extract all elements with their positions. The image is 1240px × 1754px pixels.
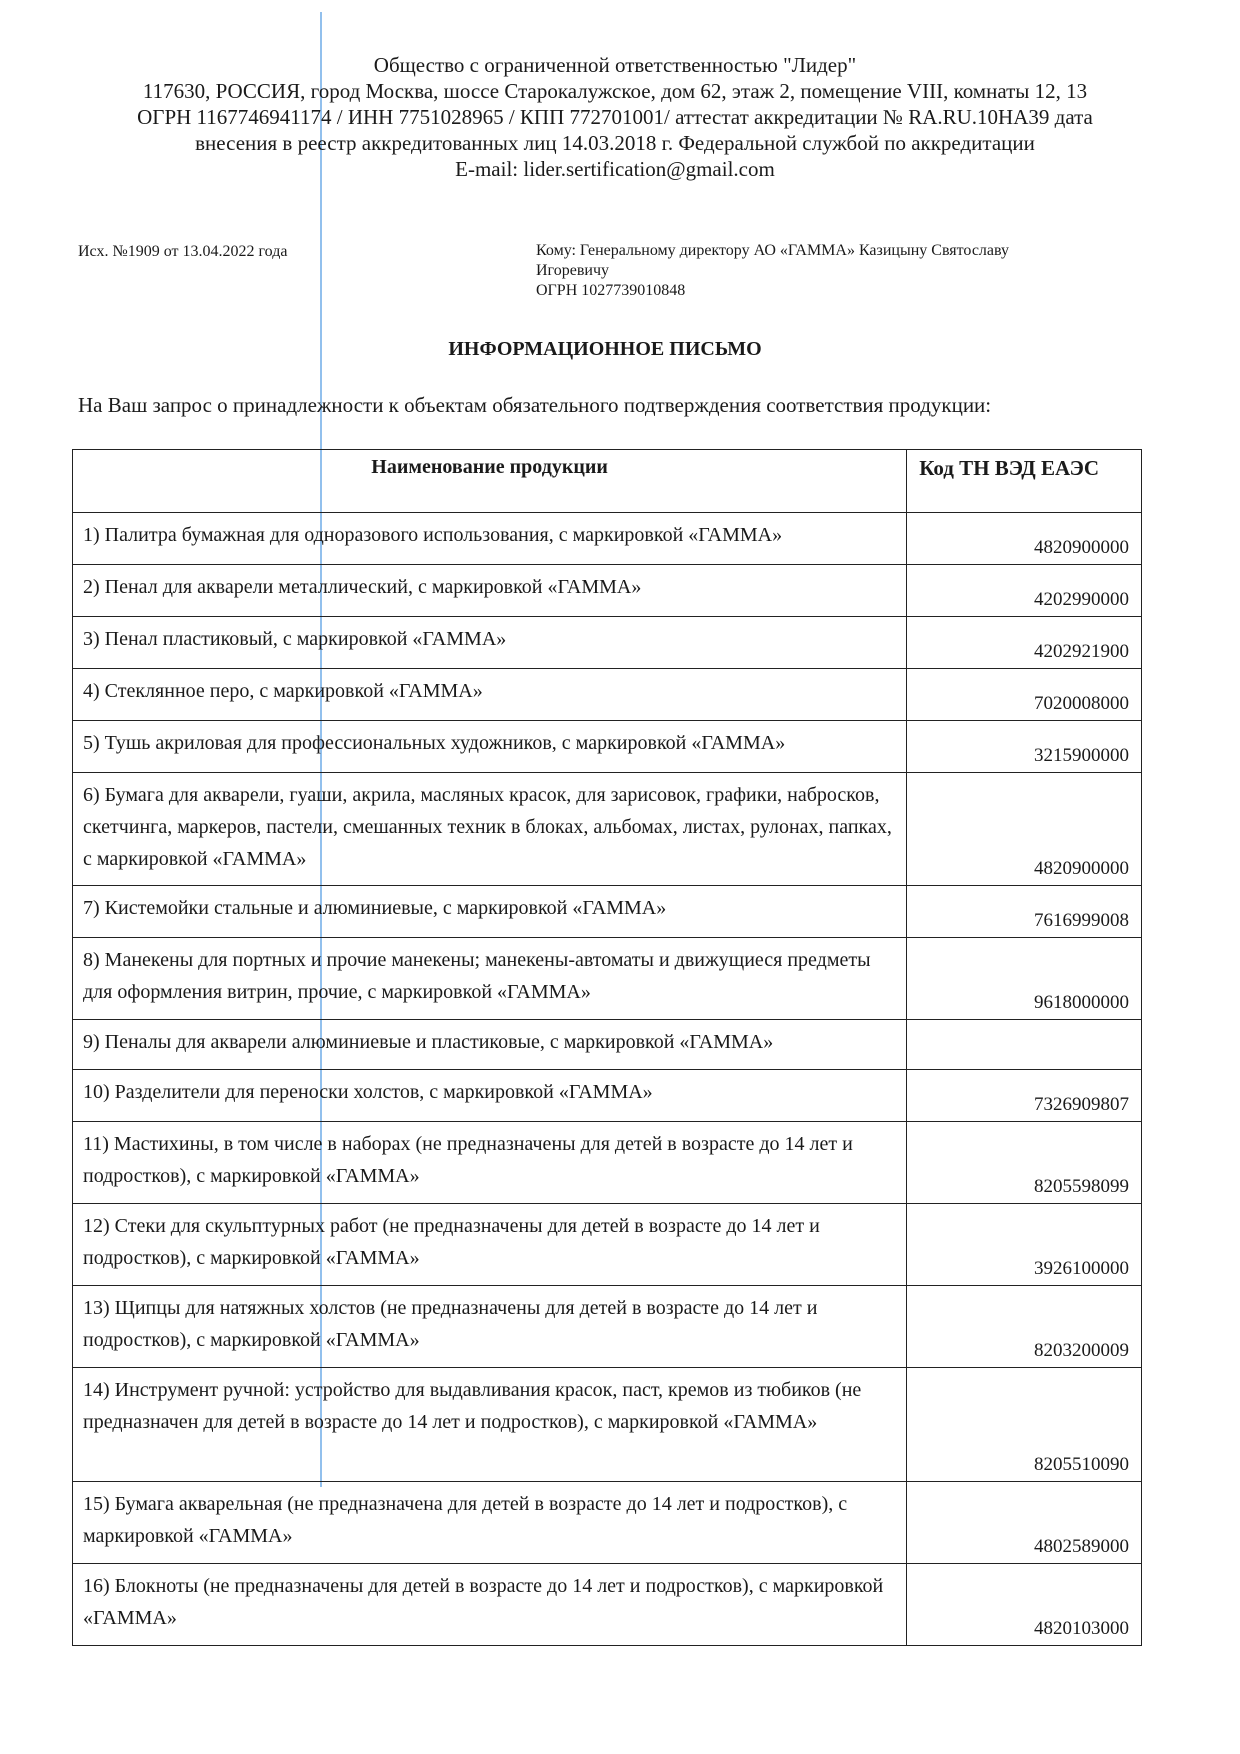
recipient-ogrn: ОГРН 1027739010848 [536,282,686,299]
product-name: 14) Инструмент ручной: устройство для выдавливания красок, паст, кремов из тюбиков (не предназначен для детей в возрасте до 14 лет и подростков), с маркировкой «ГАММА» [73,1368,907,1482]
table-header-row [73,450,1142,513]
recipient-block [536,241,1096,301]
letterhead-org-name: Общество с ограниченной ответственностью "Лидер" [373,53,857,77]
product-name: 4) Стеклянное перо, с маркировкой «ГАММА» [73,669,907,721]
table-row [73,1482,1142,1564]
table-row [73,565,1142,617]
table-row [73,1070,1142,1122]
product-code: 4802589000 [907,1482,1142,1564]
product-name: 13) Щипцы для натяжных холстов (не предназначены для детей в возрасте до 14 лет и подростков), с маркировкой «ГАММА» [73,1286,907,1368]
product-code: 7020008000 [907,669,1142,721]
table-row [73,669,1142,721]
product-name: 7) Кистемойки стальные и алюминиевые, с маркировкой «ГАММА» [73,886,907,938]
product-name: 1) Палитра бумажная для одноразового использования, с маркировкой «ГАММА» [73,513,907,565]
recipient-line: Игоревичу [536,262,609,279]
product-name: 8) Манекены для портных и прочие манекены; манекены-автоматы и движущиеся предметы для оформления витрин, прочие, с маркировкой «ГАММА» [73,938,907,1020]
product-name: 15) Бумага акварельная (не предназначена для детей в возрасте до 14 лет и подростков), с маркировкой «ГАММА» [73,1482,907,1564]
product-code: 3215900000 [907,721,1142,773]
products-table [72,449,1142,1646]
product-name: 2) Пенал для акварели металлический, с маркировкой «ГАММА» [73,565,907,617]
table-row [73,886,1142,938]
document-title: ИНФОРМАЦИОННОЕ ПИСЬМО [448,338,762,360]
product-name: 5) Тушь акриловая для профессиональных художников, с маркировкой «ГАММА» [73,721,907,773]
recipient-line: Кому: Генеральному директору АО «ГАММА» Казицыну Святославу [536,242,1010,259]
product-name: 6) Бумага для акварели, гуаши, акрила, масляных красок, для зарисовок, графики, набросков, скетчинга, маркеров, пастели, смешанных техник в блоках, альбомах, листах, рулонах, папках, с маркировкой «ГАММА» [73,773,907,886]
product-code: 8203200009 [907,1286,1142,1368]
table-row [73,1286,1142,1368]
table-row [73,721,1142,773]
table-row [73,938,1142,1020]
product-code: 4202990000 [907,565,1142,617]
letterhead [60,52,1170,182]
column-header-code: Код ТН ВЭД ЕАЭС [907,450,1142,513]
product-name: 11) Мастихины, в том числе в наборах (не предназначены для детей в возрасте до 14 лет и подростков), с маркировкой «ГАММА» [73,1122,907,1204]
table-row [73,617,1142,669]
table-row [73,1564,1142,1646]
table-row [73,1368,1142,1482]
product-code: 3926100000 [907,1204,1142,1286]
product-code [907,1020,1142,1070]
product-code: 9618000000 [907,938,1142,1020]
product-code: 8205598099 [907,1122,1142,1204]
product-code: 4820900000 [907,513,1142,565]
product-code: 4820103000 [907,1564,1142,1646]
product-name: 12) Стеки для скульптурных работ (не предназначены для детей в возрасте до 14 лет и подростков), с маркировкой «ГАММА» [73,1204,907,1286]
table-row [73,1204,1142,1286]
table-row [73,1122,1142,1204]
product-name: 9) Пеналы для акварели алюминиевые и пластиковые, с маркировкой «ГАММА» [73,1020,907,1070]
table-row [73,1020,1142,1070]
table-row [73,773,1142,886]
product-name: 3) Пенал пластиковый, с маркировкой «ГАММА» [73,617,907,669]
column-header-name: Наименование продукции [73,450,907,513]
product-code: 7616999008 [907,886,1142,938]
product-name: 10) Разделители для переноски холстов, с маркировкой «ГАММА» [73,1070,907,1122]
outgoing-number: Исх. №1909 от 13.04.2022 года [78,243,288,260]
product-name: 16) Блокноты (не предназначены для детей в возрасте до 14 лет и подростков), с маркировкой «ГАММА» [73,1564,907,1646]
product-code: 4202921900 [907,617,1142,669]
table-row [73,513,1142,565]
letterhead-registration: ОГРН 1167746941174 / ИНН 7751028965 / КПП 772701001/ аттестат аккредитации № RA.RU.10НА39 дата [137,105,1093,129]
intro-text: На Ваш запрос о принадлежности к объектам обязательного подтверждения соответствия продукции: [78,393,992,417]
letterhead-accreditation: внесения в реестр аккредитованных лиц 14.03.2018 г. Федеральной службой по аккредитации [195,131,1035,155]
product-code: 7326909807 [907,1070,1142,1122]
letterhead-email: E-mail: lider.sertification@gmail.com [455,157,775,181]
product-code: 8205510090 [907,1368,1142,1482]
letterhead-address: 117630, РОССИЯ, город Москва, шоссе Старокалужское, дом 62, этаж 2, помещение VIII, комнаты 12, 13 [142,79,1088,103]
product-code: 4820900000 [907,773,1142,886]
